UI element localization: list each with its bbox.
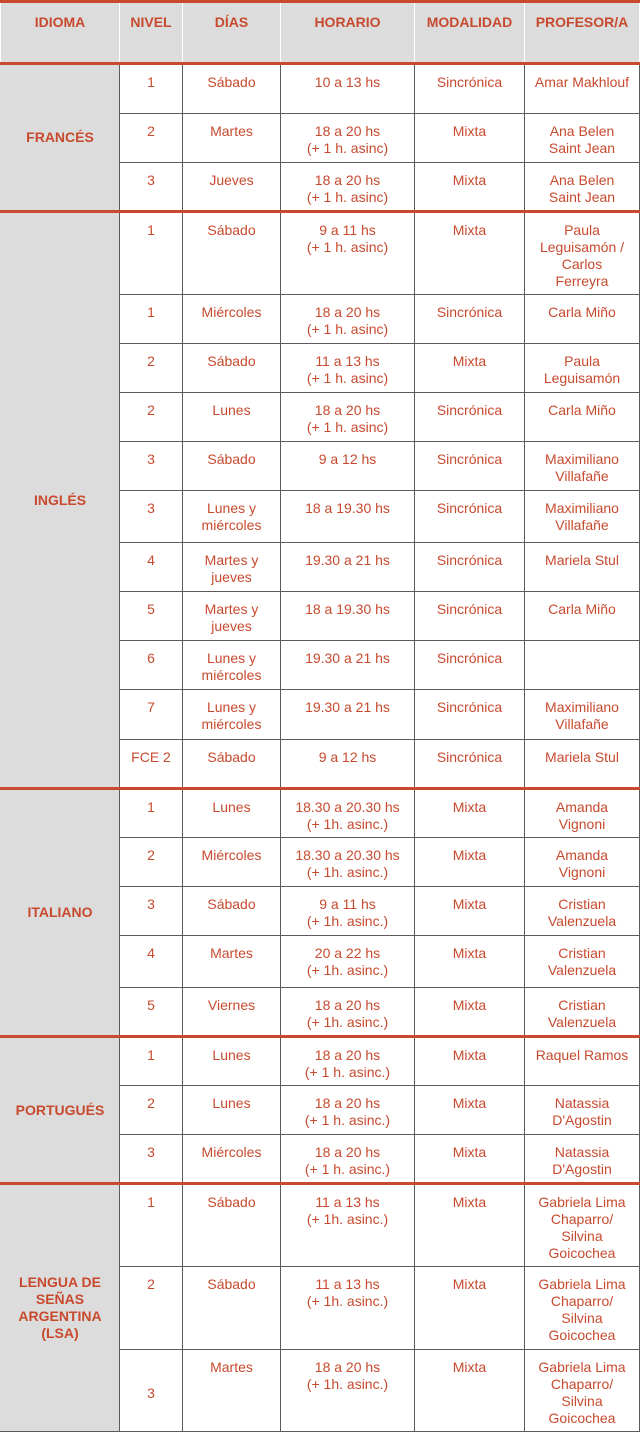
cell-profesor: Maximiliano Villafañe [525,491,640,543]
cell-profesor: Paula Leguisamón / Carlos Ferreyra [525,212,640,295]
cell-profesor: Gabriela Lima Chaparro/ Silvina Goicochea [525,1267,640,1350]
cell-modalidad: Mixta [415,887,525,936]
cell-profesor: Amanda Vignoni [525,838,640,887]
cell-nivel: 1 [120,295,183,344]
language-cell-italiano: ITALIANO [1,789,120,1037]
cell-horario: 18 a 20 hs (+ 1 h. asinc) [281,295,415,344]
cell-profesor: Ana Belen Saint Jean [525,114,640,163]
cell-dias: Sábado [183,212,281,295]
cell-profesor: Amanda Vignoni [525,789,640,838]
cell-modalidad: Sincrónica [415,393,525,442]
cell-dias: Miércoles [183,1135,281,1184]
cell-dias: Martes [183,936,281,988]
cell-dias: Lunes y miércoles [183,690,281,740]
cell-modalidad: Sincrónica [415,690,525,740]
cell-nivel: 3 [120,1350,183,1432]
cell-horario: 18 a 19.30 hs [281,592,415,641]
language-cell-lsa: LENGUA DE SEÑAS ARGENTINA (LSA) [1,1184,120,1432]
cell-nivel: 3 [120,442,183,491]
cell-modalidad: Mixta [415,936,525,988]
header-nivel: NIVEL [120,2,183,64]
cell-modalidad: Mixta [415,1037,525,1086]
cell-modalidad: Sincrónica [415,592,525,641]
cell-modalidad: Mixta [415,1350,525,1432]
cell-dias: Jueves [183,163,281,212]
cell-modalidad: Sincrónica [415,491,525,543]
cell-modalidad: Mixta [415,1135,525,1184]
cell-dias: Lunes y miércoles [183,491,281,543]
cell-profesor: Amar Makhlouf [525,64,640,114]
cell-horario: 18 a 20 hs (+ 1h. asinc.) [281,1350,415,1432]
language-cell-frances: FRANCÉS [1,64,120,212]
cell-modalidad: Mixta [415,163,525,212]
cell-nivel: 2 [120,344,183,393]
cell-modalidad: Mixta [415,838,525,887]
cell-modalidad: Sincrónica [415,442,525,491]
cell-horario: 18 a 20 hs (+ 1 h. asinc) [281,393,415,442]
table-row [1,789,640,838]
cell-nivel: 3 [120,491,183,543]
cell-horario: 11 a 13 hs (+ 1h. asinc.) [281,1267,415,1350]
cell-profesor: Natassia D'Agostin [525,1086,640,1135]
cell-profesor: Mariela Stul [525,543,640,592]
cell-dias: Sábado [183,1267,281,1350]
cell-nivel: 1 [120,64,183,114]
cell-dias: Martes y jueves [183,592,281,641]
cell-profesor: Carla Miño [525,393,640,442]
cell-horario: 11 a 13 hs (+ 1 h. asinc) [281,344,415,393]
cell-modalidad: Mixta [415,212,525,295]
cell-horario: 18.30 a 20.30 hs (+ 1h. asinc.) [281,789,415,838]
cell-nivel: 3 [120,1135,183,1184]
cell-profesor [525,641,640,690]
cell-nivel: 3 [120,887,183,936]
cell-horario: 11 a 13 hs (+ 1h. asinc.) [281,1184,415,1267]
header-idioma: IDIOMA [1,2,120,64]
language-cell-portugues: PORTUGUÉS [1,1037,120,1184]
table-header-row [1,2,640,64]
cell-nivel: 2 [120,838,183,887]
cell-dias: Miércoles [183,295,281,344]
cell-nivel: FCE 2 [120,740,183,789]
cell-dias: Sábado [183,1184,281,1267]
cell-profesor: Ana Belen Saint Jean [525,163,640,212]
language-cell-ingles: INGLÉS [1,212,120,789]
cell-modalidad: Sincrónica [415,295,525,344]
cell-nivel: 1 [120,789,183,838]
cell-nivel: 1 [120,212,183,295]
cell-profesor: Maximiliano Villafañe [525,442,640,491]
cell-horario: 10 a 13 hs [281,64,415,114]
table-row [1,1184,640,1267]
cell-dias: Viernes [183,988,281,1037]
cell-horario: 18.30 a 20.30 hs (+ 1h. asinc.) [281,838,415,887]
cell-modalidad: Mixta [415,1184,525,1267]
header-modalidad: MODALIDAD [415,2,525,64]
cell-horario: 18 a 19.30 hs [281,491,415,543]
cell-horario: 9 a 12 hs [281,442,415,491]
cell-nivel: 2 [120,1267,183,1350]
cell-dias: Martes y jueves [183,543,281,592]
header-profesor: PROFESOR/A [525,2,640,64]
cell-horario: 19.30 a 21 hs [281,543,415,592]
cell-nivel: 4 [120,936,183,988]
cell-nivel: 4 [120,543,183,592]
cell-nivel: 1 [120,1037,183,1086]
cell-horario: 18 a 20 hs (+ 1 h. asinc) [281,114,415,163]
cell-dias: Sábado [183,64,281,114]
cell-horario: 18 a 20 hs (+ 1 h. asinc.) [281,1135,415,1184]
cell-horario: 20 a 22 hs (+ 1h. asinc.) [281,936,415,988]
cell-nivel: 2 [120,114,183,163]
cell-profesor: Raquel Ramos [525,1037,640,1086]
cell-horario: 18 a 20 hs (+ 1 h. asinc) [281,163,415,212]
cell-profesor: Carla Miño [525,295,640,344]
cell-nivel: 3 [120,163,183,212]
cell-profesor: Natassia D'Agostin [525,1135,640,1184]
cell-dias: Sábado [183,887,281,936]
cell-horario: 19.30 a 21 hs [281,690,415,740]
cell-modalidad: Mixta [415,114,525,163]
cell-modalidad: Sincrónica [415,641,525,690]
cell-profesor: Gabriela Lima Chaparro/ Silvina Goicochea [525,1184,640,1267]
cell-dias: Lunes [183,789,281,838]
cell-modalidad: Sincrónica [415,543,525,592]
cell-dias: Martes [183,114,281,163]
cell-nivel: 1 [120,1184,183,1267]
cell-nivel: 6 [120,641,183,690]
cell-horario: 18 a 20 hs (+ 1 h. asinc.) [281,1086,415,1135]
header-dias: DÍAS [183,2,281,64]
cell-dias: Miércoles [183,838,281,887]
cell-dias: Lunes [183,1086,281,1135]
cell-dias: Sábado [183,740,281,789]
table-row [1,212,640,295]
cell-nivel: 2 [120,393,183,442]
cell-profesor: Cristian Valenzuela [525,988,640,1037]
cell-profesor: Cristian Valenzuela [525,887,640,936]
cell-nivel: 2 [120,1086,183,1135]
cell-horario: 9 a 12 hs [281,740,415,789]
cell-profesor: Maximiliano Villafañe [525,690,640,740]
cell-dias: Sábado [183,344,281,393]
cell-modalidad: Mixta [415,344,525,393]
cell-modalidad: Mixta [415,789,525,838]
cell-dias: Lunes y miércoles [183,641,281,690]
cell-horario: 9 a 11 hs (+ 1h. asinc.) [281,887,415,936]
cell-modalidad: Mixta [415,988,525,1037]
header-horario: HORARIO [281,2,415,64]
cell-modalidad: Mixta [415,1267,525,1350]
cell-modalidad: Mixta [415,1086,525,1135]
cell-dias: Martes [183,1350,281,1432]
cell-horario: 18 a 20 hs (+ 1h. asinc.) [281,988,415,1037]
cell-dias: Sábado [183,442,281,491]
cell-horario: 18 a 20 hs (+ 1 h. asinc.) [281,1037,415,1086]
table-row [1,64,640,114]
cell-horario: 9 a 11 hs (+ 1 h. asinc) [281,212,415,295]
cell-profesor: Cristian Valenzuela [525,936,640,988]
cell-dias: Lunes [183,1037,281,1086]
table-row [1,1037,640,1086]
cell-modalidad: Sincrónica [415,64,525,114]
cell-nivel: 7 [120,690,183,740]
cell-nivel: 5 [120,592,183,641]
cell-modalidad: Sincrónica [415,740,525,789]
table-body [1,64,640,1432]
cell-profesor: Mariela Stul [525,740,640,789]
cell-profesor: Gabriela Lima Chaparro/ Silvina Goicochea [525,1350,640,1432]
cell-profesor: Carla Miño [525,592,640,641]
cell-dias: Lunes [183,393,281,442]
cell-horario: 19.30 a 21 hs [281,641,415,690]
cell-profesor: Paula Leguisamón [525,344,640,393]
cell-nivel: 5 [120,988,183,1037]
